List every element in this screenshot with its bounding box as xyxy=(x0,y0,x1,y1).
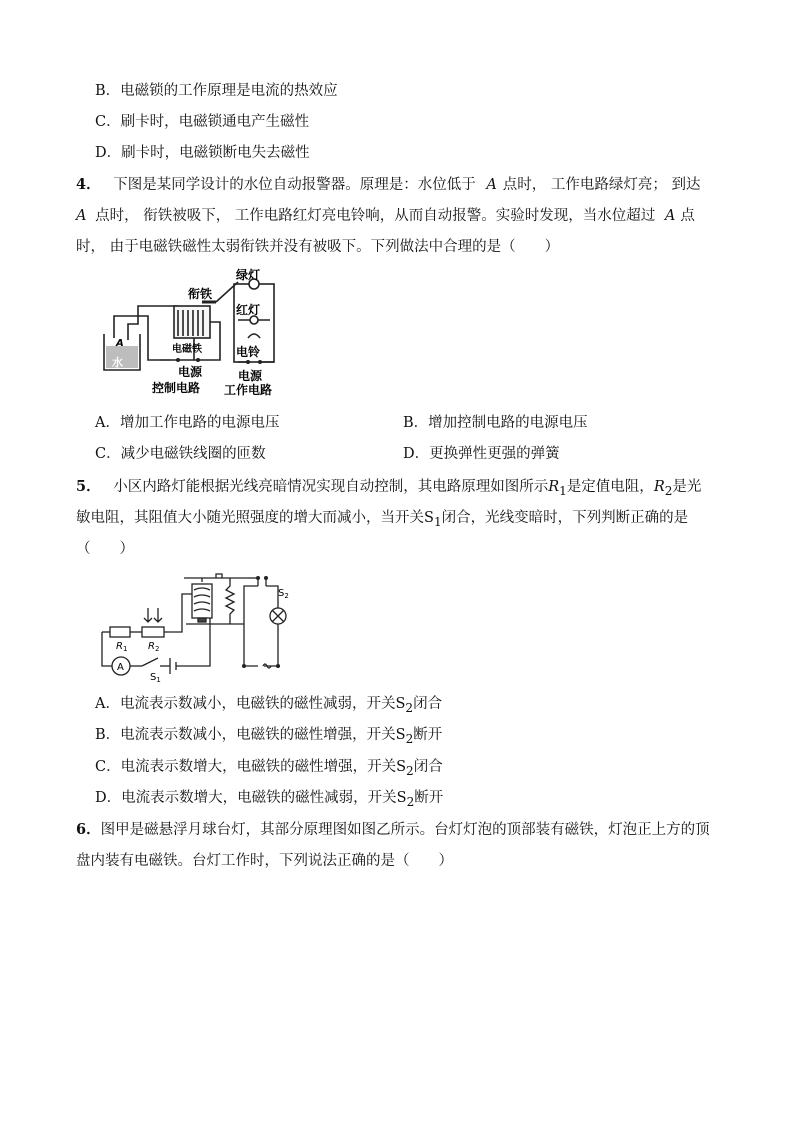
q4-text-2: 点时， 衔铁被吸下， 工作电路红灯亮电铃响，从而自动报警。实验时发现，当水位超过 xyxy=(95,208,656,224)
q5-option-c: C．电流表示数增大，电磁铁的磁性增强，开关$S_2$闭合 xyxy=(95,759,443,778)
label-armature: 衔铁 xyxy=(188,287,213,301)
q6-stem-line1 xyxy=(76,820,710,840)
label-s1: $S_1$ xyxy=(150,672,161,684)
q4-point-a: A xyxy=(76,208,87,224)
q4-point-a: A xyxy=(486,177,497,193)
q3-option-d: D．刷卡时，电磁锁断电失去磁性 xyxy=(95,145,310,161)
q5-circuit-diagram xyxy=(98,572,298,684)
q4-option-a: A．增加工作电路的电源电压 xyxy=(95,415,280,431)
q4-option-b: B．增加控制电路的电源电压 xyxy=(403,415,588,431)
q5-r2: R xyxy=(653,479,665,495)
q6-number: 6． xyxy=(76,821,101,838)
label-bell: 电铃 xyxy=(236,345,261,359)
q4-stem-line3: 时， 由于电磁铁磁性太弱衔铁并没有被吸下。下列做法中合理的是（ ） xyxy=(76,239,560,255)
q5-stem-line2 xyxy=(76,508,688,532)
label-water: 水 xyxy=(112,356,123,369)
label-r2: $R_2$ xyxy=(148,641,160,653)
q5-number: 5． xyxy=(76,478,101,495)
q4-text-1: 下图是某同学设计的水位自动报警器。原理是：水位低于 xyxy=(113,177,476,193)
label-power-control: 电源 xyxy=(178,365,203,379)
q5-text-2a: 敏电阻，其阻值大小随光照强度的增大而减小，当开关S xyxy=(76,510,434,526)
label-r1: $R_1$ xyxy=(116,641,128,653)
q3-option-b: B．电磁锁的工作原理是电流的热效应 xyxy=(95,83,338,99)
q5-r1-sub: 1 xyxy=(559,483,567,498)
q5-option-a: A．电流表示数减小，电磁铁的磁性减弱，开关$S_2$闭合 xyxy=(95,696,443,715)
q5-stem-line3: （ ） xyxy=(76,541,134,557)
label-point-a: A xyxy=(116,338,124,349)
label-ammeter: A xyxy=(117,662,124,673)
q5-text-1a: 小区内路灯能根据光线亮暗情况实现自动控制，其电路原理如图所示 xyxy=(113,479,549,495)
q4-point-a: A xyxy=(664,208,676,224)
label-work-circuit: 工作电路 xyxy=(224,383,273,397)
label-s2: $S_2$ xyxy=(278,588,289,600)
q4-option-c: C．减少电磁铁线圈的匝数 xyxy=(95,446,266,462)
q5-option-d: D．电流表示数增大，电磁铁的磁性减弱，开关$S_2$断开 xyxy=(95,790,444,809)
q4-option-d: D．更换弹性更强的弹簧 xyxy=(403,446,560,462)
q5-s1-sub: 1 xyxy=(433,514,442,529)
q4-number: 4． xyxy=(76,176,101,193)
q5-text-2b: 闭合，光线变暗时，下列判断正确的是 xyxy=(441,510,689,526)
q4-text-1b: 点时， 工作电路绿灯亮； 到达 xyxy=(502,177,701,193)
q5-stem-line1 xyxy=(76,477,701,501)
q5-text-1b: 是定值电阻， xyxy=(566,479,654,495)
q4-stem-line1 xyxy=(76,175,701,195)
q4-text-2c: 点 xyxy=(680,208,695,224)
label-red-lamp: 红灯 xyxy=(236,303,261,317)
q4-stem-line2 xyxy=(76,206,695,226)
q3-option-c: C．刷卡时，电磁锁通电产生磁性 xyxy=(95,114,310,130)
q5-text-1c: 是光 xyxy=(672,479,702,495)
label-control-circuit: 控制电路 xyxy=(152,381,201,395)
q6-stem-line2: 盘内装有电磁铁。台灯工作时，下列说法正确的是（ ） xyxy=(76,853,453,869)
q5-r1: R xyxy=(548,479,560,495)
q5-r2-sub: 2 xyxy=(664,483,673,498)
q6-text-1: 图甲是磁悬浮月球台灯，其部分原理图如图乙所示。台灯灯泡的顶部装有磁铁，灯泡正上方的顶 xyxy=(100,822,710,838)
label-green-lamp: 绿灯 xyxy=(236,268,261,282)
label-power-work: 电源 xyxy=(238,369,263,383)
q4-circuit-diagram xyxy=(98,268,283,398)
label-electromagnet: 电磁铁 xyxy=(172,344,202,355)
q5-option-b: B．电流表示数减小，电磁铁的磁性增强，开关$S_2$断开 xyxy=(95,727,443,746)
